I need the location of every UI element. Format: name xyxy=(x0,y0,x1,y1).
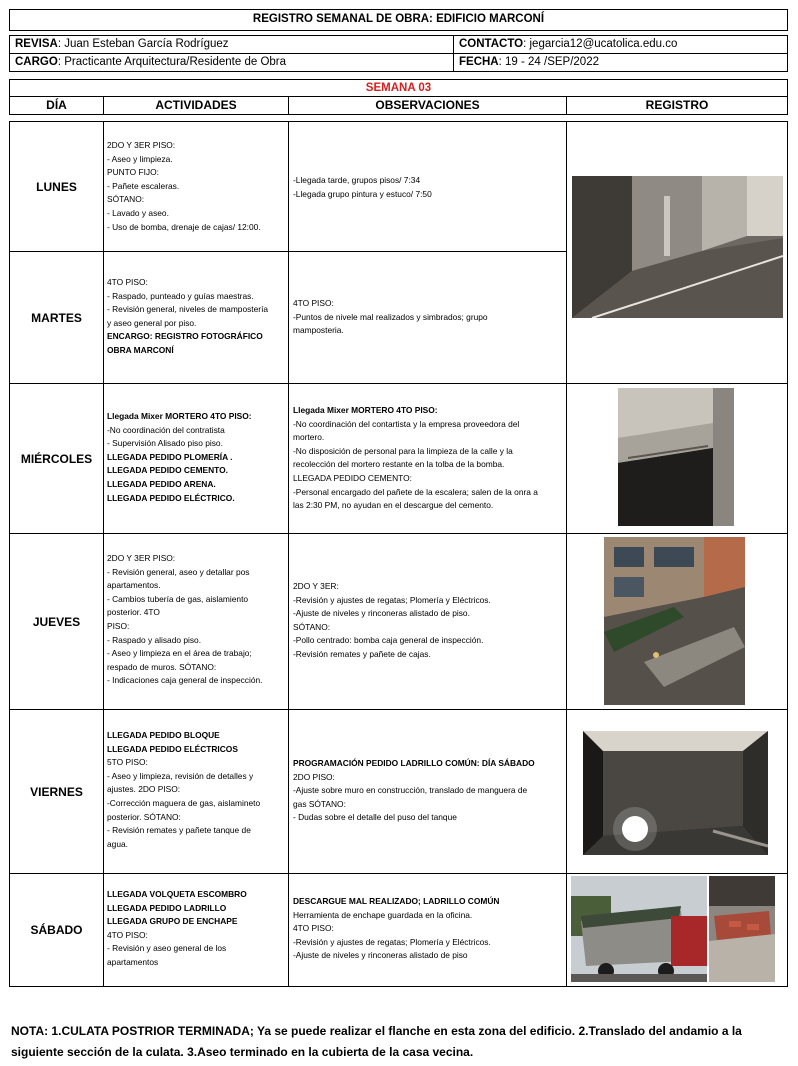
activities-miercoles xyxy=(104,410,288,505)
cargo-value: : Practicante Arquitectura/Residente de Obra xyxy=(57,56,287,68)
activity-line: LLEGADA PEDIDO CEMENTO. xyxy=(107,465,228,476)
observations-martes xyxy=(290,297,565,338)
activity-line: - Lavado y aseo. xyxy=(107,207,169,218)
observation-line: -Llegada grupo pintura y estuco/ 7:50 xyxy=(293,188,432,199)
activity-line: agua. xyxy=(107,838,128,849)
observation-line: Herramienta de enchape guardada en la oficina. xyxy=(293,909,473,920)
observation-line: -Llegada tarde, grupos pisos/ 7:34 xyxy=(293,175,421,185)
row-divider xyxy=(9,709,788,710)
activity-line: - Revisión general, aseo y detallar pos xyxy=(107,566,250,577)
week-label: SEMANA 03 xyxy=(9,79,788,97)
activity-line: PISO: xyxy=(107,620,130,631)
day-martes: MARTES xyxy=(31,310,82,325)
activity-line: apartamentos. xyxy=(107,580,161,591)
cargo-cell xyxy=(9,53,454,72)
observation-line: 4TO PISO: xyxy=(293,298,334,308)
activity-line: - Uso de bomba, drenaje de cajas/ 12:00. xyxy=(107,221,261,232)
observation-line: 4TO PISO: xyxy=(293,923,334,934)
observation-line: -Personal encargado del pañete de la escalera; salen de la onra a xyxy=(293,486,538,497)
activity-line: LLEGADA PEDIDO ARENA. xyxy=(107,478,216,489)
activity-line: respado de muros. SÓTANO: xyxy=(107,661,217,672)
activity-line: ENCARGO: REGISTRO FOTOGRÁFICO xyxy=(107,331,263,342)
contacto-label: CONTACTO xyxy=(459,38,524,50)
revisa-value: : Juan Esteban García Rodríguez xyxy=(57,38,229,50)
photo-viernes xyxy=(583,731,768,855)
observation-line: -No coordinación del contartista y la empresa proveedora del xyxy=(293,418,520,429)
activity-line: 5TO PISO: xyxy=(107,757,148,768)
activity-line: LLEGADA PEDIDO BLOQUE xyxy=(107,730,220,740)
contacto-value: : jegarcia12@ucatolica.edu.co xyxy=(523,38,678,50)
activities-jueves xyxy=(104,552,288,688)
fecha-cell xyxy=(453,53,788,72)
activity-line: 2DO Y 3ER PISO: xyxy=(107,140,176,150)
activities-lunes xyxy=(104,139,288,234)
activity-line: - Pañete escaleras. xyxy=(107,180,180,191)
activity-line: - Cambios tubería de gas, aislamiento xyxy=(107,593,249,604)
observation-line: recolección del mortero restante en la tolba de la bomba. xyxy=(293,459,505,470)
observation-line: -No disposición de personal para la limpieza de la calle y la xyxy=(293,445,513,456)
day-jueves: JUEVES xyxy=(32,614,81,629)
observation-line: Llegada Mixer MORTERO 4TO PISO: xyxy=(293,405,438,415)
observation-line: - Dudas sobre el detalle del puso del tanque xyxy=(293,812,457,823)
observation-line: -Ajuste sobre muro en construcción, translado de manguera de xyxy=(293,785,528,796)
observation-line: -Ajuste de niveles y rinconeras alistado de piso xyxy=(293,950,468,961)
document-title: REGISTRO SEMANAL DE OBRA: EDIFICIO MARCONÍ xyxy=(9,9,788,31)
note-line-2: siguiente sección de la culata. 3.Aseo terminado en la cubierta de la casa vecina. xyxy=(11,1045,474,1059)
activities-viernes xyxy=(104,729,288,851)
activity-line: OBRA MARCONÍ xyxy=(107,344,174,355)
observation-line: mamposteria. xyxy=(293,325,344,336)
activity-line: - Supervisión Alisado piso piso. xyxy=(107,438,223,449)
activity-line: - Raspado y alisado piso. xyxy=(107,634,202,645)
row-divider xyxy=(9,873,788,874)
observation-line: PROGRAMACIÓN PEDIDO LADRILLO COMÚN: DÍA SÁBADO xyxy=(293,758,535,768)
activity-line: - Indicaciones caja general de inspección. xyxy=(107,675,263,686)
activity-line: 2DO Y 3ER PISO: xyxy=(107,553,176,563)
observation-line: 2DO Y 3ER: xyxy=(293,581,339,591)
activity-line: - Aseo y limpieza en el área de trabajo; xyxy=(107,648,252,659)
header-actividades: ACTIVIDADES xyxy=(103,96,289,115)
observation-line: gas SÓTANO: xyxy=(293,798,346,809)
activities-martes xyxy=(104,276,288,358)
observation-line: -Revisión y ajustes de regatas; Plomería y Eléctricos. xyxy=(293,594,491,605)
observations-viernes xyxy=(290,757,565,825)
row-divider xyxy=(9,533,788,534)
day-sabado: SÁBADO xyxy=(30,923,83,937)
header-observaciones: OBSERVACIONES xyxy=(288,96,567,115)
activity-line: SÓTANO: xyxy=(107,194,145,205)
activity-line: - Revisión general, niveles de mampostería xyxy=(107,304,269,315)
fecha-label: FECHA xyxy=(459,56,499,68)
contacto-cell xyxy=(453,35,788,54)
fecha-value: : 19 - 24 /SEP/2022 xyxy=(498,56,599,68)
activity-line: LLEGADA GRUPO DE ENCHAPE xyxy=(107,916,238,927)
observation-line: -Puntos de nivele mal realizados y simbrados; grupo xyxy=(293,311,488,322)
cargo-label: CARGO xyxy=(15,56,58,68)
photo-sabado-truck xyxy=(571,876,707,982)
header-dia: DÍA xyxy=(9,96,104,115)
revisa-label: REVISA xyxy=(15,38,58,50)
observations-jueves xyxy=(290,580,565,662)
day-miercoles: MIÉRCOLES xyxy=(20,451,93,466)
observation-line: LLEGADA PEDIDO CEMENTO: xyxy=(293,472,412,483)
photo-sabado-bricks xyxy=(709,876,775,982)
activity-line: apartamentos xyxy=(107,956,159,967)
activity-line: 4TO PISO: xyxy=(107,277,148,287)
activity-line: LLEGADA PEDIDO ELÉCTRICO. xyxy=(107,492,235,503)
activity-line: 4TO PISO: xyxy=(107,929,148,940)
activity-line: - Aseo y limpieza. xyxy=(107,153,173,164)
activity-line: PUNTO FIJO: xyxy=(107,167,159,178)
activity-line: - Revisión remates y pañete tanque de xyxy=(107,825,251,836)
revisa-cell xyxy=(9,35,454,54)
activity-line: posterior. 4TO xyxy=(107,607,160,618)
photo-jueves xyxy=(604,537,745,705)
activity-line: - Aseo y limpieza, revisión de detalles y xyxy=(107,770,254,781)
activity-line: posterior. SÓTANO: xyxy=(107,811,181,822)
activities-sabado xyxy=(104,888,288,970)
header-registro: REGISTRO xyxy=(566,96,788,115)
observation-line: las 2:30 PM, no ayudan en el descargue del cemento. xyxy=(293,500,494,511)
activity-line: -Corrección maguera de gas, aislamineto xyxy=(107,797,261,808)
day-viernes: VIERNES xyxy=(30,784,83,799)
activity-line: y aseo general por piso. xyxy=(107,317,197,328)
observation-line: DESCARGUE MAL REALIZADO; LADRILLO COMÚN xyxy=(293,896,500,906)
day-lunes: LUNES xyxy=(36,179,77,194)
activity-line: ajustes. 2DO PISO: xyxy=(107,784,181,795)
photo-lunes-martes xyxy=(572,176,783,318)
photo-miercoles xyxy=(618,388,734,526)
activity-line: LLEGADA PEDIDO LADRILLO xyxy=(107,902,227,913)
note-line-1: NOTA: 1.CULATA POSTRIOR TERMINADA; Ya se puede realizar el flanche en esta zona del edificio. 2.Translado del andamio a la xyxy=(11,1024,742,1038)
observation-line: SÓTANO: xyxy=(293,621,331,632)
observation-line: -Revisión y ajustes de regatas; Plomería y Eléctricos. xyxy=(293,936,491,947)
observations-sabado xyxy=(290,895,565,963)
activity-line: - Revisión y aseo general de los xyxy=(107,943,227,954)
observation-line: 2DO PISO: xyxy=(293,771,335,782)
note xyxy=(11,1021,791,1063)
observations-miercoles xyxy=(290,404,565,513)
observation-line: -Ajuste de niveles y rinconeras alistado de piso. xyxy=(293,608,470,619)
observation-line: mortero. xyxy=(293,432,325,443)
observation-line: -Revisión remates y pañete de cajas. xyxy=(293,648,431,659)
activity-line: LLEGADA PEDIDO ELÉCTRICOS xyxy=(107,743,238,754)
observations-lunes xyxy=(290,174,565,201)
observation-line: -Pollo centrado: bomba caja general de inspección. xyxy=(293,635,484,646)
activity-line: LLEGADA VOLQUETA ESCOMBRO xyxy=(107,889,247,899)
activity-line: LLEGADA PEDIDO PLOMERÍA . xyxy=(107,451,233,462)
row-divider xyxy=(9,383,788,384)
activity-line: -No coordinación del contratista xyxy=(107,424,225,435)
activity-line: - Raspado, punteado y guías maestras. xyxy=(107,290,254,301)
activity-line: Llegada Mixer MORTERO 4TO PISO: xyxy=(107,411,252,421)
